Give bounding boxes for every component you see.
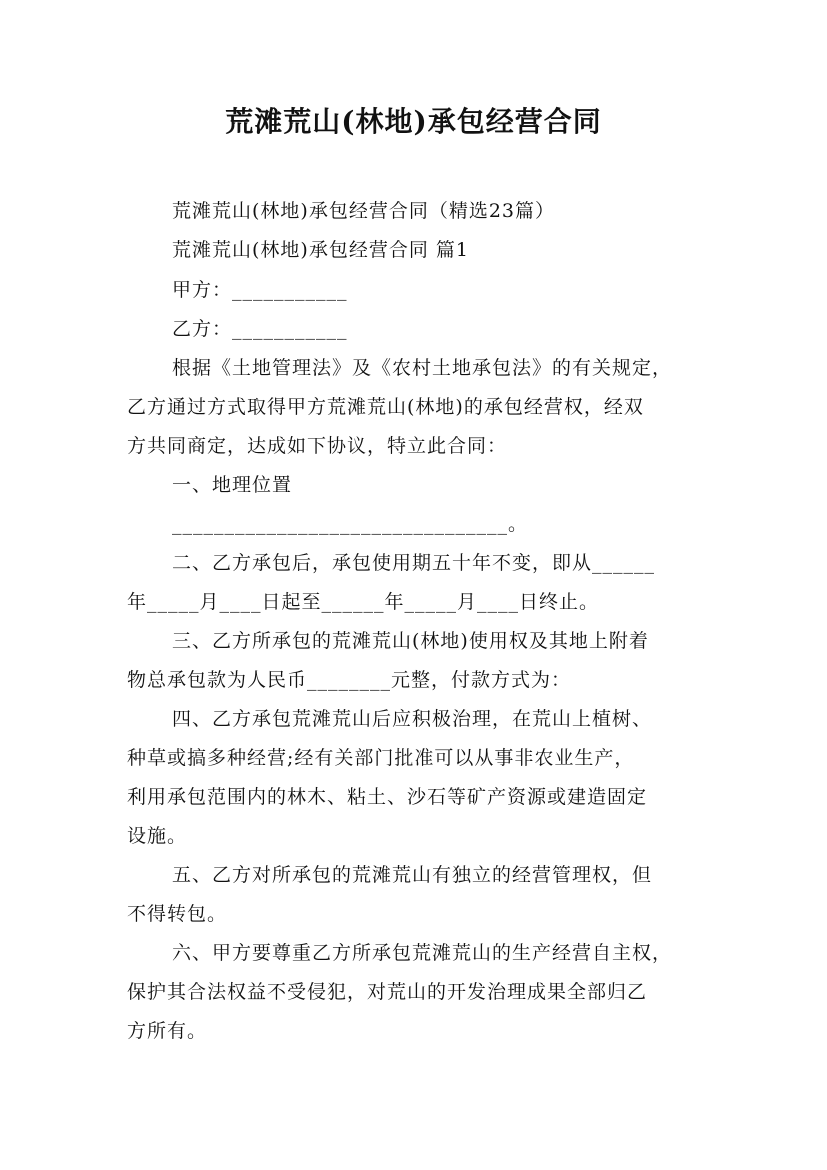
paragraph-line: 四、乙方承包荒滩荒山后应积极治理，在荒山上植树、 xyxy=(172,708,653,730)
party-b-line: 乙方：___________ xyxy=(172,318,348,340)
paragraph-line: 六、甲方要尊重乙方所承包荒滩荒山的生产经营自主权， xyxy=(172,942,673,964)
paragraph-line: 年_____月____日起至______年_____月____日终止。 xyxy=(127,591,600,613)
paragraph-line: 根据《土地管理法》及《农村土地承包法》的有关规定， xyxy=(172,357,673,379)
paragraph-line: 不得转包。 xyxy=(127,903,228,925)
paragraph-line: 二、乙方承包后，承包使用期五十年不变，即从______ xyxy=(172,552,656,574)
paragraph-line: 设施。 xyxy=(127,825,188,847)
page-title: 荒滩荒山(林地)承包经营合同 xyxy=(225,105,602,138)
blank-line: ________________________________。 xyxy=(172,513,529,535)
paragraph-line: 三、乙方所承包的荒滩荒山(林地)使用权及其地上附着 xyxy=(172,630,649,652)
paragraph-line: 方所有。 xyxy=(127,1020,208,1042)
paragraph-line: 乙方通过方式取得甲方荒滩荒山(林地)的承包经营权，经双 xyxy=(127,396,644,418)
party-a-line: 甲方：___________ xyxy=(172,279,348,301)
paragraph-line: 保护其合法权益不受侵犯，对荒山的开发治理成果全部归乙 xyxy=(127,981,648,1003)
paragraph-line: 物总承包款为人民币________元整，付款方式为： xyxy=(127,669,572,691)
subtitle-line: 荒滩荒山(林地)承包经营合同（精选23篇） xyxy=(172,200,556,222)
section-heading: 荒滩荒山(林地)承包经营合同 篇1 xyxy=(172,239,469,261)
paragraph-line: 利用承包范围内的林木、粘土、沙石等矿产资源或建造固定 xyxy=(127,786,648,808)
paragraph-line: 五、乙方对所承包的荒滩荒山有独立的经营管理权，但 xyxy=(172,864,653,886)
clause-heading: 一、地理位置 xyxy=(172,474,293,496)
paragraph-line: 种草或搞多种经营;经有关部门批准可以从事非农业生产， xyxy=(127,747,635,769)
paragraph-line: 方共同商定，达成如下协议，特立此合同： xyxy=(127,435,508,457)
